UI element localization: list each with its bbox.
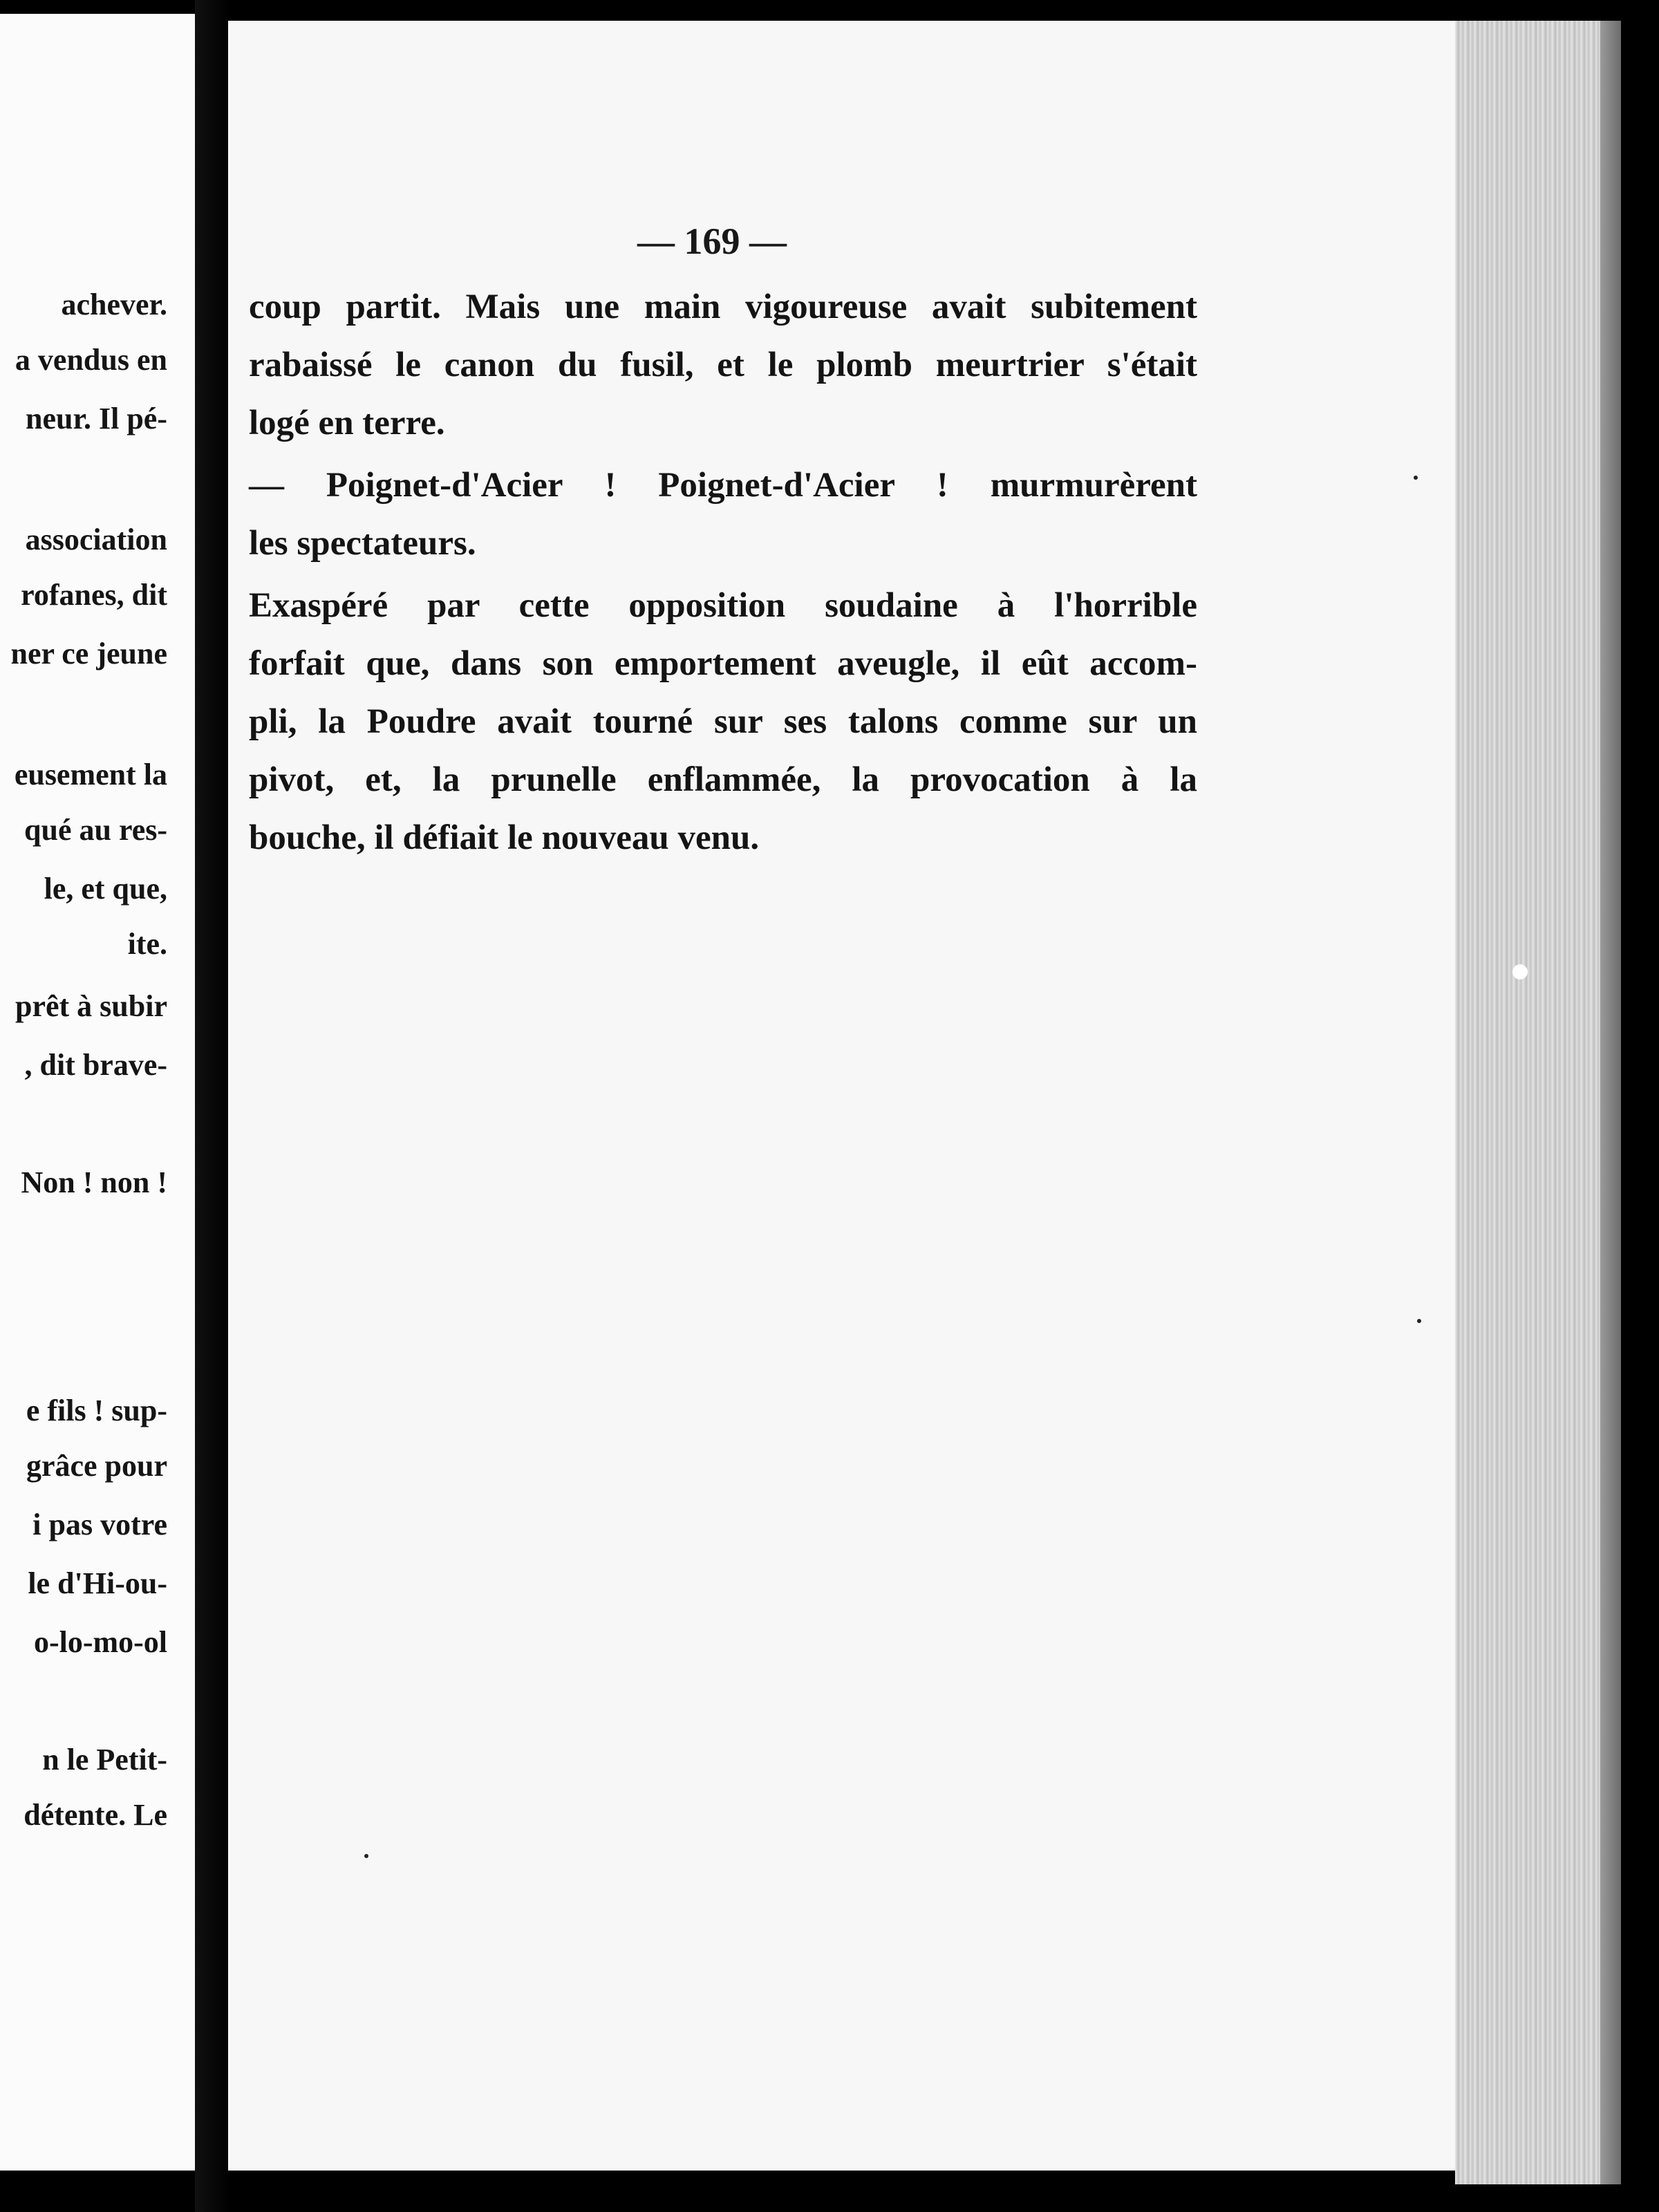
text-line: coup partit. Mais une main vigoureuse avait subitement — [249, 288, 1197, 326]
left-line: , dit brave- — [24, 1048, 167, 1082]
left-line: qué au res- — [24, 813, 167, 847]
left-line: ite. — [127, 927, 167, 961]
text-line: bouche, il défiait le nouveau venu. — [249, 818, 760, 857]
text-line: pivot, et, la prunelle enflammée, la provocation à la — [249, 760, 1197, 799]
paragraph — [249, 278, 1197, 452]
body-text — [249, 278, 1197, 867]
scan-speck — [1417, 1319, 1421, 1323]
left-line: association — [25, 523, 167, 556]
left-line: grâce pour — [26, 1449, 167, 1483]
left-line: Non ! non ! — [21, 1165, 167, 1199]
left-page-fragment — [0, 14, 195, 2171]
left-line: achever. — [61, 288, 167, 321]
left-line: o-lo-mo-ol — [33, 1625, 167, 1659]
page-edges — [1455, 21, 1621, 2184]
scan-speck — [1414, 476, 1418, 480]
left-line: eusement la — [14, 758, 167, 791]
paragraph — [249, 577, 1197, 867]
left-line: détente. Le — [24, 1798, 167, 1832]
text-line: les spectateurs. — [249, 524, 476, 563]
text-line: Exaspéré par cette opposition soudaine à l'horrible — [249, 586, 1197, 625]
scan-speck — [364, 1854, 368, 1858]
left-line: le d'Hi-ou- — [28, 1566, 167, 1600]
paragraph — [249, 456, 1197, 572]
left-line: neur. Il pé- — [26, 402, 167, 435]
text-line: — Poignet-d'Acier ! Poignet-d'Acier ! murmurèrent — [249, 466, 1197, 505]
text-line: rabaissé le canon du fusil, et le plomb meurtrier s'était — [249, 346, 1197, 384]
left-line: a vendus en — [15, 343, 167, 377]
text-line: logé en terre. — [249, 404, 445, 442]
scan-speck — [1512, 964, 1528, 980]
text-line: forfait que, dans son emportement aveugle, il eût accom- — [249, 644, 1197, 683]
text-line: pli, la Poudre avait tourné sur ses talons comme sur un — [249, 702, 1197, 741]
left-line: le, et que, — [44, 872, 167, 906]
left-line: ner ce jeune — [10, 637, 167, 671]
left-line: e fils ! sup- — [26, 1394, 167, 1427]
book-gutter — [195, 0, 229, 2212]
page-number: — 169 — — [637, 221, 787, 262]
left-line: rofanes, dit — [21, 578, 167, 612]
left-line: prêt à subir — [15, 989, 167, 1023]
left-line: n le Petit- — [42, 1743, 167, 1777]
left-line: i pas votre — [32, 1508, 167, 1541]
